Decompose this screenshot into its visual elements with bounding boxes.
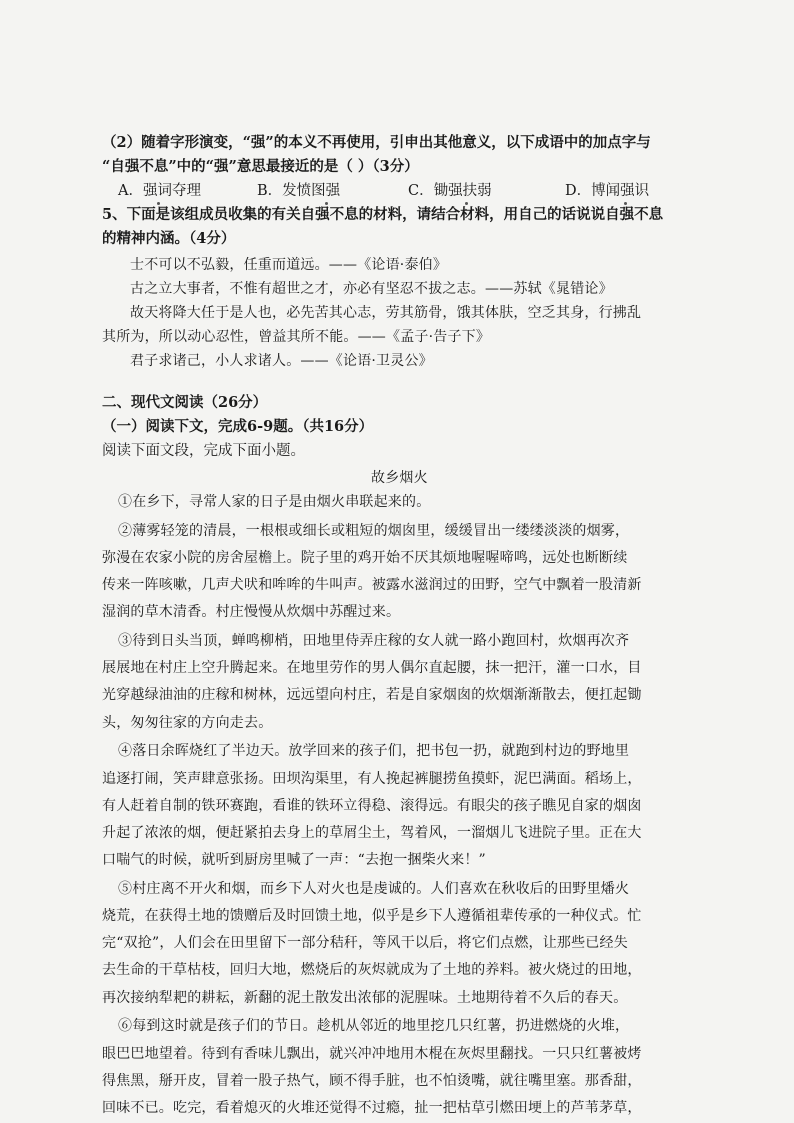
article-line: ④落日余晖烧红了半边天。放学回来的孩子们，把书包一扔，就跑到村边的野地里 xyxy=(118,743,630,760)
article-line: 湿润的草木清香。村庄慢慢从炊烟中苏醒过来。 xyxy=(102,604,401,621)
section-2-subheading: （一）阅读下文，完成6-9题。（共16分） xyxy=(102,418,374,435)
article-line: 眼巴巴地望着。待到有香味儿飘出，就兴冲冲地用木棍在灰烬里翻找。一只只红薯被烤 xyxy=(102,1045,642,1062)
article-line: ②薄雾轻笼的清晨，一根根或细长或粗短的烟囱里，缓缓冒出一缕缕淡淡的烟雾， xyxy=(118,522,630,539)
question-4-2-line1: （2）随着字形演变，“强”的本义不再使用，引申出其他意义，以下成语中的加点字与 xyxy=(102,134,651,151)
question-4-2-line2: “自强不息”中的“强”意思最接近的是（ ）（3分） xyxy=(102,158,419,175)
question-5-line2: 的精神内涵。（4分） xyxy=(102,230,236,247)
article-line: 回味不已。吃完，看着熄灭的火堆还觉得不过瘾，扯一把枯草引燃田埂上的芦苇茅草， xyxy=(102,1099,642,1116)
article-line: 头，匆匆往家的方向走去。 xyxy=(102,714,273,731)
article-line: ①在乡下，寻常人家的日子是由烟火串联起来的。 xyxy=(118,494,431,510)
article-line: 再次接纳犁耙的耕耘，新翻的泥土散发出浓郁的泥腥味。土地期待着不久后的春天。 xyxy=(102,989,628,1006)
article-line: 得焦黑，掰开皮，冒着一股子热气，顾不得手脏，也不怕烫嘴，就往嘴里塞。那香甜， xyxy=(102,1072,642,1089)
article-line: ⑤村庄离不开火和烟，而乡下人对火也是虔诚的。人们喜欢在秋收后的田野里燔火 xyxy=(118,880,630,897)
section-2-heading: 二、现代文阅读（26分） xyxy=(102,394,268,411)
quote-2: 古之立大事者，不惟有超世之才，亦必有坚忍不拔之志。——苏轼《晁错论》 xyxy=(130,281,613,297)
article-title: 故乡烟火 xyxy=(371,470,428,486)
article-line: 展展地在村庄上空升腾起来。在地里劳作的男人偶尔直起腰，抹一把汗，灌一口水，目 xyxy=(102,660,642,677)
article-line: 弥漫在农家小院的房舍屋檐上。院子里的鸡开始不厌其烦地喔喔啼鸣，远处也断断续 xyxy=(102,549,628,566)
article-line: 有人赶着自制的铁环赛跑，看谁的铁环立得稳、滚得远。有眼尖的孩子瞧见自家的烟囱 xyxy=(102,797,642,814)
option-a: A．强词夺理 xyxy=(118,183,201,199)
quote-1: 士不可以不弘毅，任重而道远。——《论语·泰伯》 xyxy=(130,257,448,273)
article-line: 光穿越绿油油的庄稼和树林，远远望向村庄，若是自家烟囱的炊烟渐渐散去，便扛起锄 xyxy=(102,687,642,704)
quote-4: 君子求诸己，小人求诸人。——《论语·卫灵公》 xyxy=(130,353,433,369)
question-5-line1: 5、下面是该组成员收集的有关自强不息的材料，请结合材料，用自己的话说说自强不息 xyxy=(102,206,664,223)
option-c: C．锄强扶弱 xyxy=(408,183,492,199)
article-line: 追逐打闹，笑声肆意张扬。田坝沟渠里，有人挽起裤腿捞鱼摸虾，泥巴满面。稻场上， xyxy=(102,770,642,787)
article-line: 烧荒，在获得土地的馈赠后及时回馈土地，似乎是乡下人遵循祖辈传承的一种仪式。忙 xyxy=(102,908,642,924)
quote-3a: 故天将降大任于是人也，必先苦其心志，劳其筋骨，饿其体肤，空乏其身，行拂乱 xyxy=(130,305,642,321)
article-line: 完“双抢”，人们会在田里留下一部分秸秆，等风干以后，将它们点燃，让那些已经失 xyxy=(102,935,628,952)
quote-3b: 其所为，所以动心忍性，曾益其所不能。——《孟子·告子下》 xyxy=(102,329,491,345)
option-b: B．发愤图强 xyxy=(257,183,341,199)
article-line: 去生命的干草枯枝，回归大地，燃烧后的灰烬就成为了土地的养料。被火烧过的田地， xyxy=(102,962,642,979)
section-2-instruction: 阅读下面文段，完成下面小题。 xyxy=(102,443,305,459)
article-line: ③待到日头当顶，蝉鸣柳梢，田地里侍弄庄稼的女人就一路小跑回村，炊烟再次齐 xyxy=(118,633,630,649)
option-d: D．博闻强识 xyxy=(565,183,650,199)
article-line: 口喘气的时候，就听到厨房里喊了一声：“去抱一捆柴火来！” xyxy=(102,852,486,869)
article-line: ⑥每到这时就是孩子们的节日。趁机从邻近的地里挖几只红薯，扔进燃烧的火堆， xyxy=(118,1018,630,1035)
article-line: 升起了浓浓的烟，便赶紧拍去身上的草屑尘土，驾着风，一溜烟儿飞进院子里。正在大 xyxy=(102,824,642,841)
article-line: 传来一阵咳嗽，几声犬吠和哞哞的牛叫声。被露水滋润过的田野，空气中飘着一股清新 xyxy=(102,577,642,594)
